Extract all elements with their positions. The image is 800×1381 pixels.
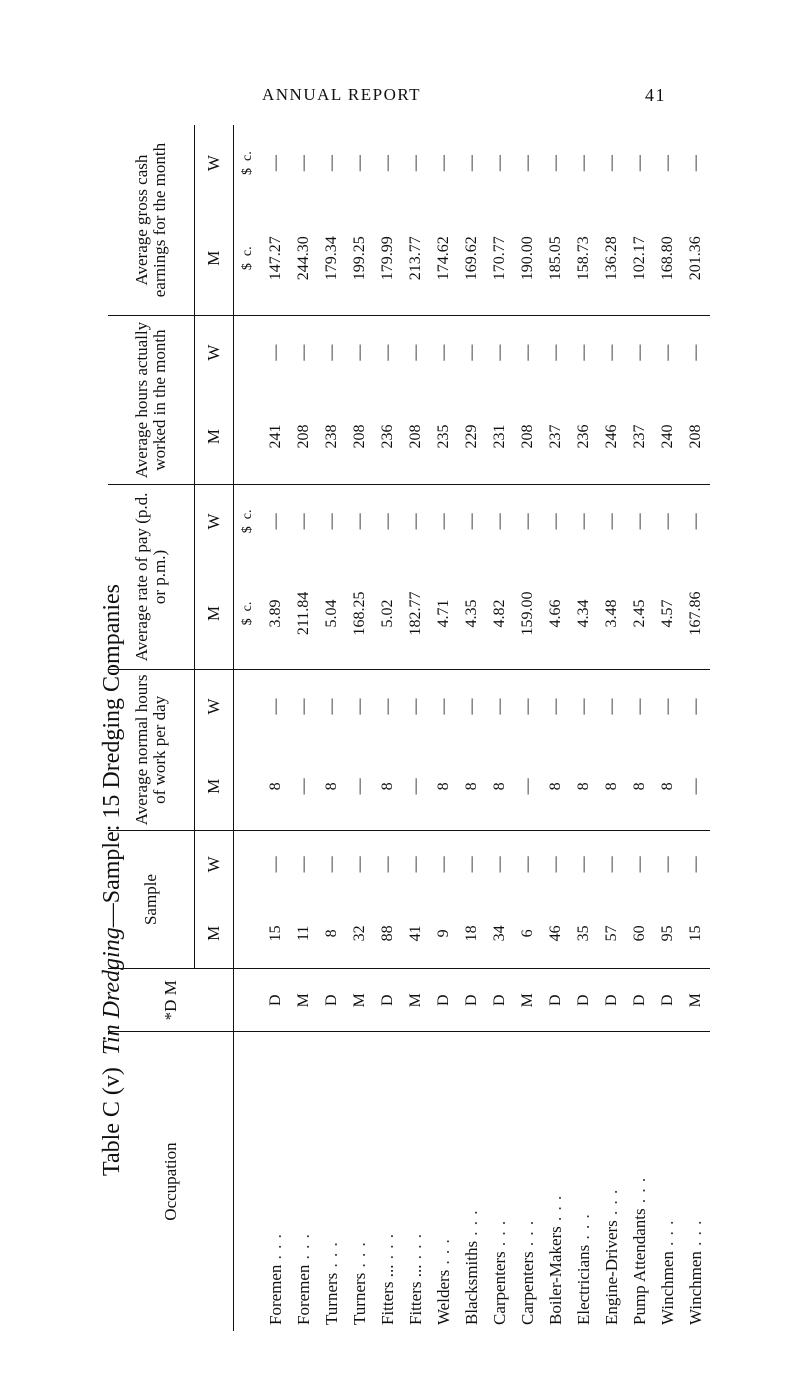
occupation-label: Turners — [350, 1272, 369, 1325]
cell-rate-m: 3.89 — [267, 599, 284, 628]
occupation-label: Carpenters — [518, 1251, 537, 1325]
cell-sample-m: 9 — [435, 929, 452, 938]
cell-occupation — [598, 1032, 626, 1331]
cell-normal-hours-w: — — [598, 670, 626, 744]
cell-earnings-m: 170.77 — [491, 236, 508, 281]
cell-dm: M — [402, 969, 430, 1032]
table-row — [430, 125, 458, 1331]
cell-normal-hours-w: — — [430, 670, 458, 744]
cell-sample-m: 88 — [379, 925, 396, 942]
leader-dots: . . . — [406, 1233, 425, 1265]
leader-dots: . . . — [462, 1209, 481, 1241]
cell-rate-w: — — [626, 484, 654, 558]
subheader-w: W — [195, 316, 234, 390]
cell-rate-w: — — [318, 484, 346, 558]
cell-occupation — [318, 1032, 346, 1331]
cell-dm: M — [346, 969, 374, 1032]
cell-hours-worked-m: 238 — [323, 424, 340, 449]
table-row — [514, 125, 542, 1331]
leader-dots: . . . — [322, 1241, 341, 1273]
subheader-m: M — [195, 743, 234, 830]
wages-table — [108, 125, 710, 1331]
cell-sample-m: 15 — [267, 925, 284, 942]
col-header-sample: Sample — [108, 830, 195, 969]
cell-normal-hours-m: 8 — [323, 782, 340, 791]
col-header-hours-worked: Average hours actually worked in the month — [108, 316, 195, 485]
cell-occupation — [430, 1032, 458, 1331]
cell-earnings-w: — — [603, 155, 620, 172]
table-label: Table C (v) — [98, 1067, 125, 1177]
table-row — [290, 125, 318, 1331]
cell-sample-w: — — [682, 830, 710, 898]
cell-dm: D — [542, 969, 570, 1032]
occupation-label: Fitters ... — [378, 1264, 397, 1325]
cell-earnings-m: 201.36 — [687, 236, 704, 281]
cell-rate-m: 5.04 — [323, 599, 340, 628]
cell-dm: D — [654, 969, 682, 1032]
cell-normal-hours-w: — — [374, 670, 402, 744]
leader-dots: . . . — [266, 1233, 285, 1265]
cell-earnings-m: 102.17 — [631, 236, 648, 281]
cell-occupation — [570, 1032, 598, 1331]
table-row — [598, 125, 626, 1331]
occupation-label: Carpenters — [490, 1251, 509, 1325]
cell-rate-m: 4.82 — [491, 599, 508, 628]
cell-rate-m: 167.86 — [687, 591, 704, 636]
cell-sample-w: — — [598, 830, 626, 898]
cell-sample-m: 60 — [631, 925, 648, 942]
cell-dm: D — [626, 969, 654, 1032]
cell-normal-hours-m: — — [351, 778, 368, 795]
cell-normal-hours-w: — — [654, 670, 682, 744]
cell-hours-worked-w: — — [430, 316, 458, 390]
cell-normal-hours-w: — — [542, 670, 570, 744]
cell-hours-worked-w: — — [654, 316, 682, 390]
cell-normal-hours-w: — — [570, 670, 598, 744]
cell-normal-hours-m: 8 — [267, 782, 284, 791]
leader-dots: . . . — [490, 1219, 509, 1252]
cell-rate-w: — — [374, 484, 402, 558]
subheader-m: M — [195, 898, 234, 969]
table-body — [262, 125, 710, 1331]
cell-earnings-w: — — [547, 155, 564, 172]
currency-label: $ — [240, 263, 255, 271]
cell-occupation — [626, 1032, 654, 1331]
cell-hours-worked-w: — — [542, 316, 570, 390]
cell-hours-worked-m: 208 — [407, 424, 424, 449]
cell-sample-m: 34 — [491, 925, 508, 942]
leader-dots: . . . — [294, 1233, 313, 1265]
cents-label: c. — [240, 601, 255, 612]
cell-occupation — [654, 1032, 682, 1331]
leader-dots: . . . — [602, 1188, 621, 1221]
cell-dm: D — [262, 969, 290, 1032]
cell-hours-worked-m: 208 — [687, 424, 704, 449]
leader-dots: . . . — [574, 1213, 593, 1245]
cell-sample-m: 11 — [295, 925, 312, 942]
cell-earnings-w: — — [575, 155, 592, 172]
currency-label: $ — [240, 618, 255, 626]
cell-normal-hours-m: 8 — [575, 782, 592, 791]
currency-label: $ — [240, 526, 255, 534]
cell-earnings-m: 179.99 — [379, 236, 396, 281]
cell-rate-w: — — [290, 484, 318, 558]
currency-label: $ — [240, 168, 255, 176]
cell-hours-worked-w: — — [570, 316, 598, 390]
cell-sample-m: 15 — [687, 925, 704, 942]
subheader-w: W — [195, 830, 234, 898]
table-row — [570, 125, 598, 1331]
cell-sample-m: 46 — [547, 925, 564, 942]
table-row — [374, 125, 402, 1331]
cell-earnings-w: — — [323, 155, 340, 172]
cell-rate-w: — — [514, 484, 542, 558]
subheader-m: M — [195, 558, 234, 670]
cell-occupation — [290, 1032, 318, 1331]
col-header-normal-hours: Average normal hours of work per day — [108, 670, 195, 831]
cell-hours-worked-m: 240 — [659, 424, 676, 449]
cell-occupation — [262, 1032, 290, 1331]
cell-normal-hours-m: 8 — [435, 782, 452, 791]
cell-rate-m: 168.25 — [351, 591, 368, 636]
cell-earnings-m: 147.27 — [267, 236, 284, 281]
cell-rate-m: 4.57 — [659, 599, 676, 628]
cell-occupation — [402, 1032, 430, 1331]
table-row — [346, 125, 374, 1331]
cell-hours-worked-m: 236 — [575, 424, 592, 449]
cell-earnings-m: 158.73 — [575, 236, 592, 281]
table-row — [318, 125, 346, 1331]
cell-earnings-m: 185.05 — [547, 236, 564, 281]
cell-occupation — [486, 1032, 514, 1331]
cell-hours-worked-w: — — [514, 316, 542, 390]
table-row — [654, 125, 682, 1331]
leader-dots: . . . — [658, 1219, 677, 1252]
cell-earnings-m: 174.62 — [435, 236, 452, 281]
cell-rate-m: 4.66 — [547, 599, 564, 628]
cell-sample-w: — — [346, 830, 374, 898]
leader-dots: . . . — [378, 1233, 397, 1265]
occupation-label: Winchmen — [686, 1251, 705, 1325]
occupation-label: Boiler-Makers — [546, 1226, 565, 1325]
subheader-w: W — [195, 670, 234, 744]
page-number: 41 — [645, 85, 666, 105]
cell-earnings-w: — — [659, 155, 676, 172]
cell-occupation — [458, 1032, 486, 1331]
cell-dm: D — [486, 969, 514, 1032]
cell-normal-hours-w: — — [458, 670, 486, 744]
table-row — [682, 125, 710, 1331]
cell-normal-hours-m: 8 — [547, 782, 564, 791]
cell-normal-hours-m: 8 — [631, 782, 648, 791]
cell-dm: D — [374, 969, 402, 1032]
cell-normal-hours-w: — — [402, 670, 430, 744]
cell-dm: D — [458, 969, 486, 1032]
cell-dm: M — [514, 969, 542, 1032]
cell-earnings-w: — — [631, 155, 648, 172]
cell-earnings-m: 190.00 — [519, 236, 536, 281]
cell-dm: D — [570, 969, 598, 1032]
cell-rate-w: — — [346, 484, 374, 558]
cell-earnings-m: 169.62 — [463, 236, 480, 281]
cell-normal-hours-m: — — [407, 778, 424, 795]
cell-sample-w: — — [262, 830, 290, 898]
cell-occupation — [346, 1032, 374, 1331]
cell-rate-w: — — [570, 484, 598, 558]
cell-normal-hours-m: 8 — [603, 782, 620, 791]
cell-hours-worked-m: 229 — [463, 424, 480, 449]
unit-row — [234, 125, 263, 1331]
subheader-m: M — [195, 389, 234, 484]
col-header-gross-earnings: Average gross cash earnings for the month — [108, 125, 195, 316]
cell-sample-w: — — [514, 830, 542, 898]
cell-sample-w: — — [374, 830, 402, 898]
cell-hours-worked-m: 236 — [379, 424, 396, 449]
table-row — [626, 125, 654, 1331]
cell-earnings-m: 213.77 — [407, 236, 424, 281]
cell-sample-w: — — [570, 830, 598, 898]
cell-sample-m: 8 — [323, 929, 340, 938]
cell-hours-worked-w: — — [486, 316, 514, 390]
cell-rate-m: 182.77 — [407, 591, 424, 636]
cell-earnings-m: 136.28 — [603, 236, 620, 281]
leader-dots: . . . — [546, 1194, 565, 1227]
cell-sample-m: 32 — [351, 925, 368, 942]
cell-sample-w: — — [318, 830, 346, 898]
table-row — [486, 125, 514, 1331]
cell-hours-worked-m: 208 — [351, 424, 368, 449]
leader-dots: . . . — [630, 1176, 649, 1209]
table-row — [542, 125, 570, 1331]
cell-sample-w: — — [458, 830, 486, 898]
cell-hours-worked-m: 208 — [519, 424, 536, 449]
running-header-title: ANNUAL REPORT — [262, 85, 422, 104]
cell-earnings-w: — — [267, 155, 284, 172]
cell-hours-worked-w: — — [626, 316, 654, 390]
cell-rate-w: — — [262, 484, 290, 558]
cell-dm: M — [290, 969, 318, 1032]
cell-rate-w: — — [458, 484, 486, 558]
cell-hours-worked-w: — — [402, 316, 430, 390]
cell-hours-worked-m: 231 — [491, 424, 508, 449]
cell-earnings-w: — — [687, 155, 704, 172]
cell-hours-worked-w: — — [262, 316, 290, 390]
leader-dots: . . . — [434, 1238, 453, 1270]
cell-rate-m: 4.34 — [575, 599, 592, 628]
cell-rate-m: 3.48 — [603, 599, 620, 628]
cell-rate-w: — — [542, 484, 570, 558]
occupation-label: Foremen — [266, 1264, 285, 1325]
cell-normal-hours-w: — — [682, 670, 710, 744]
cell-rate-m: 4.71 — [435, 599, 452, 628]
table-title-rest: —Sample: 15 Dredging Companies — [98, 583, 125, 928]
cell-normal-hours-w: — — [346, 670, 374, 744]
cell-hours-worked-w: — — [682, 316, 710, 390]
cents-label: c. — [240, 246, 255, 257]
cell-earnings-w: — — [463, 155, 480, 172]
cell-rate-m: 4.35 — [463, 599, 480, 628]
cell-hours-worked-w: — — [458, 316, 486, 390]
subheader-w: W — [195, 484, 234, 558]
table-row — [262, 125, 290, 1331]
cell-rate-w: — — [598, 484, 626, 558]
cell-normal-hours-m: 8 — [463, 782, 480, 791]
cell-hours-worked-m: 237 — [547, 424, 564, 449]
cell-sample-m: 18 — [463, 925, 480, 942]
cell-dm: D — [318, 969, 346, 1032]
cents-label: c. — [240, 509, 255, 520]
cell-normal-hours-m: — — [295, 778, 312, 795]
cell-rate-w: — — [430, 484, 458, 558]
cell-sample-m: 35 — [575, 925, 592, 942]
occupation-label: Winchmen — [658, 1251, 677, 1325]
subheader-w: W — [195, 125, 234, 201]
cell-hours-worked-w: — — [374, 316, 402, 390]
cell-normal-hours-w: — — [290, 670, 318, 744]
cell-earnings-m: 168.80 — [659, 236, 676, 281]
cell-sample-w: — — [626, 830, 654, 898]
subheader-m: M — [195, 201, 234, 315]
cell-rate-w: — — [486, 484, 514, 558]
occupation-label: Fitters ... — [406, 1264, 425, 1325]
cell-hours-worked-m: 208 — [295, 424, 312, 449]
cell-normal-hours-m: 8 — [379, 782, 396, 791]
cell-occupation — [514, 1032, 542, 1331]
cell-earnings-w: — — [295, 155, 312, 172]
cell-earnings-m: 179.34 — [323, 236, 340, 281]
table-title-industry: Tin Dredging — [98, 927, 125, 1056]
cell-earnings-w: — — [407, 155, 424, 172]
cell-hours-worked-w: — — [346, 316, 374, 390]
cents-label: c. — [240, 151, 255, 162]
leader-dots: . . . — [686, 1219, 705, 1252]
cell-normal-hours-m: 8 — [491, 782, 508, 791]
leader-dots: . . . — [518, 1219, 537, 1252]
cell-sample-w: — — [430, 830, 458, 898]
cell-dm: D — [598, 969, 626, 1032]
cell-normal-hours-w: — — [514, 670, 542, 744]
cell-hours-worked-m: 241 — [267, 424, 284, 449]
cell-normal-hours-m: 8 — [659, 782, 676, 791]
occupation-label: Turners — [322, 1272, 341, 1325]
occupation-label: Welders — [434, 1269, 453, 1325]
cell-hours-worked-m: 246 — [603, 424, 620, 449]
cell-rate-w: — — [402, 484, 430, 558]
cell-occupation — [374, 1032, 402, 1331]
cell-sample-w: — — [290, 830, 318, 898]
col-header-rate-of-pay: Average rate of pay (p.d. or p.m.) — [108, 484, 195, 669]
table-row — [458, 125, 486, 1331]
cell-hours-worked-m: 235 — [435, 424, 452, 449]
cell-dm: M — [682, 969, 710, 1032]
cell-rate-m: 5.02 — [379, 599, 396, 628]
cell-sample-m: 57 — [603, 925, 620, 942]
cell-rate-m: 159.00 — [519, 591, 536, 636]
cell-earnings-w: — — [379, 155, 396, 172]
cell-sample-w: — — [654, 830, 682, 898]
cell-hours-worked-w: — — [598, 316, 626, 390]
cell-rate-m: 2.45 — [631, 599, 648, 628]
cell-sample-w: — — [486, 830, 514, 898]
cell-normal-hours-w: — — [262, 670, 290, 744]
cell-sample-m: 41 — [407, 925, 424, 942]
leader-dots: . . . — [350, 1241, 369, 1273]
cell-rate-w: — — [682, 484, 710, 558]
cell-sample-w: — — [542, 830, 570, 898]
cell-normal-hours-w: — — [318, 670, 346, 744]
cell-sample-m: 95 — [659, 925, 676, 942]
cell-normal-hours-w: — — [626, 670, 654, 744]
occupation-label: Pump Attendants — [630, 1208, 649, 1325]
cell-normal-hours-m: — — [519, 778, 536, 795]
cell-rate-m: 211.84 — [295, 591, 312, 636]
table-row — [402, 125, 430, 1331]
cell-hours-worked-w: — — [290, 316, 318, 390]
cell-earnings-w: — — [351, 155, 368, 172]
cell-earnings-w: — — [491, 155, 508, 172]
cell-hours-worked-m: 237 — [631, 424, 648, 449]
occupation-label: Electricians — [574, 1244, 593, 1325]
cell-dm: D — [430, 969, 458, 1032]
occupation-label: Engine-Drivers — [602, 1220, 621, 1325]
cell-occupation — [542, 1032, 570, 1331]
cell-earnings-w: — — [435, 155, 452, 172]
cell-sample-m: 6 — [519, 929, 536, 938]
occupation-label: Blacksmiths — [462, 1240, 481, 1325]
cell-occupation — [682, 1032, 710, 1331]
cell-normal-hours-w: — — [486, 670, 514, 744]
cell-earnings-m: 199.25 — [351, 236, 368, 281]
occupation-label: Foremen — [294, 1264, 313, 1325]
cell-sample-w: — — [402, 830, 430, 898]
cell-rate-w: — — [654, 484, 682, 558]
cell-hours-worked-w: — — [318, 316, 346, 390]
cell-earnings-w: — — [519, 155, 536, 172]
col-header-dm: *D M — [108, 969, 234, 1032]
cell-earnings-m: 244.30 — [295, 236, 312, 281]
col-header-occupation: Occupation — [108, 1032, 234, 1331]
cell-normal-hours-m: — — [687, 778, 704, 795]
rotated-table-wrapper — [108, 125, 705, 1331]
